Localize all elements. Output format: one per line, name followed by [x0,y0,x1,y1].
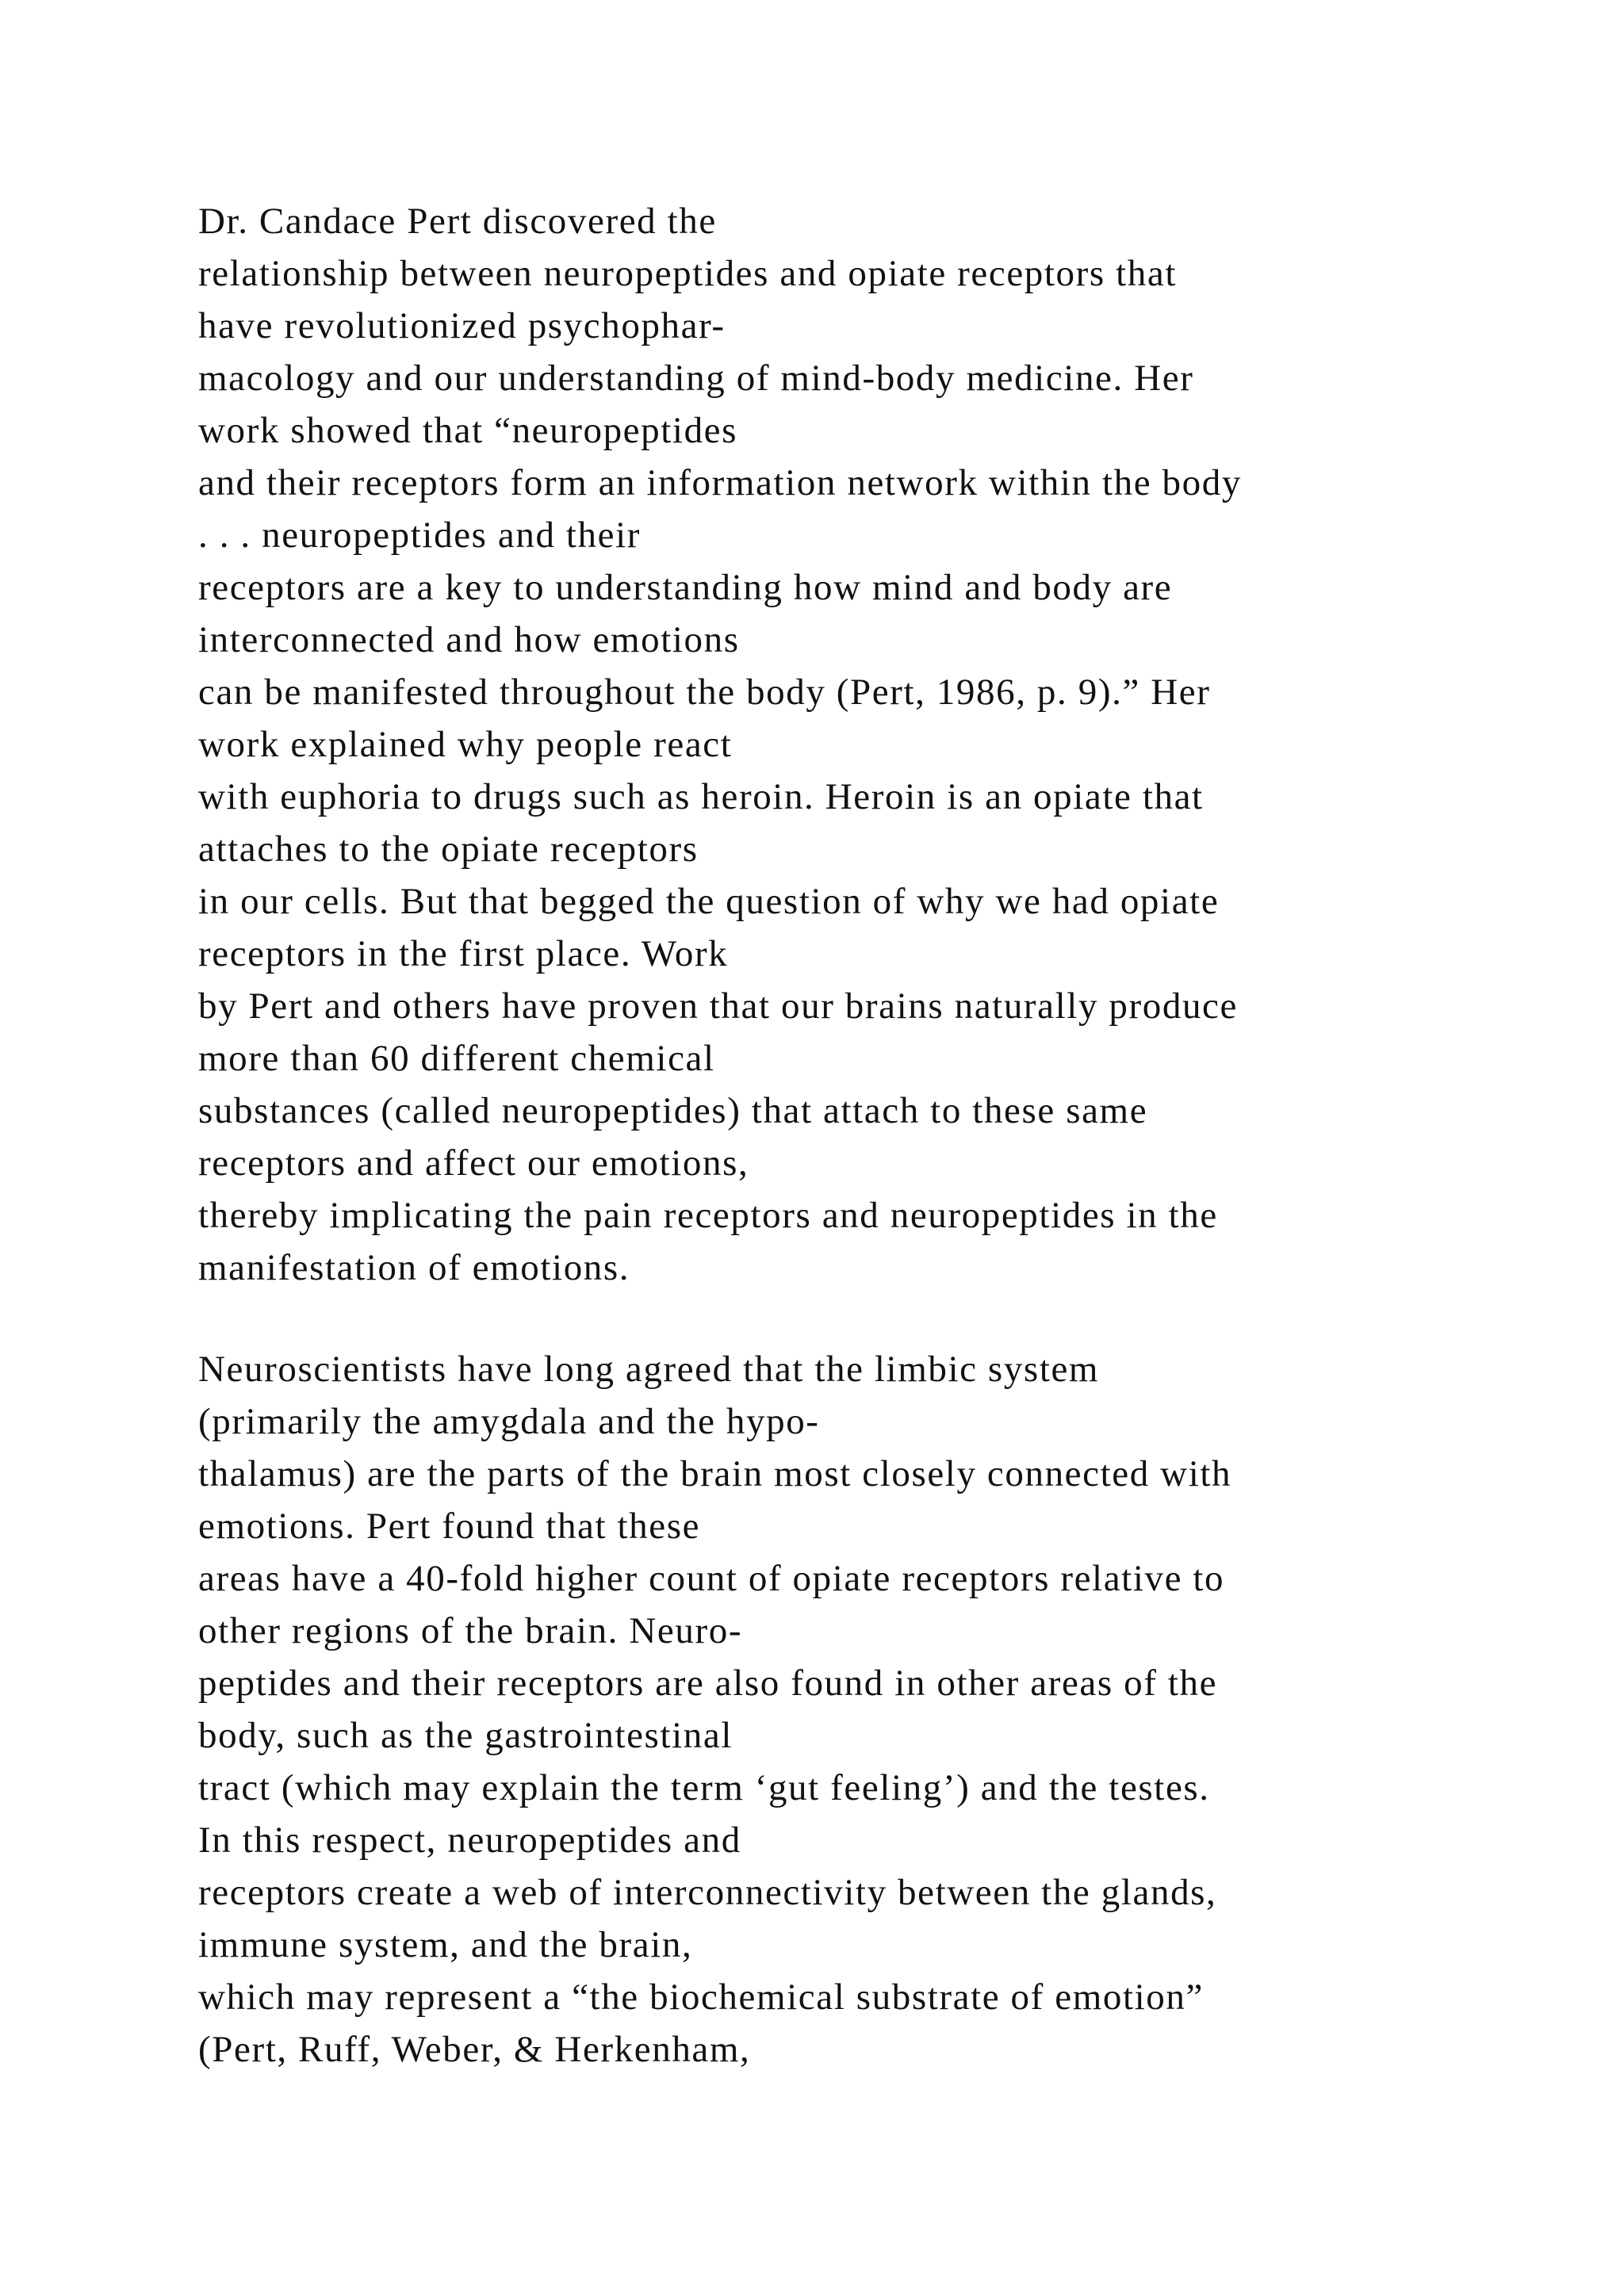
text-line: by Pert and others have proven that our brains naturally produce [198,985,1238,1027]
text-line: . . . neuropeptides and their [198,515,642,556]
text-line: and their receptors form an information network within the body [198,462,1242,503]
text-line: macology and our understanding of mind-body medicine. Her [198,358,1194,399]
text-line: with euphoria to drugs such as heroin. Heroin is an opiate that [198,776,1204,817]
text-line: tract (which may explain the term ‘gut feeling’) and the testes. [198,1767,1210,1808]
text-line: areas have a 40-fold higher count of opiate receptors relative to [198,1558,1225,1599]
text-line: Neuroscientists have long agreed that the limbic system [198,1349,1100,1390]
text-line: relationship between neuropeptides and opiate receptors that [198,253,1178,294]
text-line: Dr. Candace Pert discovered the [198,201,717,242]
text-line: (primarily the amygdala and the hypo- [198,1401,820,1442]
text-line: more than 60 different chemical [198,1038,715,1079]
text-line: substances (called neuropeptides) that attach to these same [198,1090,1148,1131]
text-line: peptides and their receptors are also found in other areas of the [198,1663,1218,1704]
text-line: receptors create a web of interconnectivity between the glands, [198,1872,1217,1913]
text-line: work showed that “neuropeptides [198,410,738,451]
text-line: receptors are a key to understanding how mind and body are [198,567,1173,608]
text-line: manifestation of emotions. [198,1247,630,1288]
text-line: immune system, and the brain, [198,1924,693,1965]
text-line: receptors and affect our emotions, [198,1142,749,1184]
text-line: interconnected and how emotions [198,619,740,660]
text-line: thalamus) are the parts of the brain most closely connected with [198,1453,1232,1494]
text-line: in our cells. But that begged the question of why we had opiate [198,881,1220,922]
text-line: receptors in the first place. Work [198,933,729,974]
text-line: thereby implicating the pain receptors and neuropeptides in the [198,1195,1218,1236]
text-line: have revolutionized psychophar- [198,305,726,346]
paragraph-2 [198,1343,1594,2076]
text-line: which may represent a “the biochemical substrate of emotion” [198,1976,1204,2018]
text-line: In this respect, neuropeptides and [198,1820,741,1861]
text-line: emotions. Pert found that these [198,1506,701,1547]
text-line: attaches to the opiate receptors [198,828,699,870]
text-line: (Pert, Ruff, Weber, & Herkenham, [198,2029,751,2070]
paragraph-1 [198,195,1594,1294]
text-line: can be manifested throughout the body (Pert, 1986, p. 9).” Her [198,672,1211,713]
text-line: work explained why people react [198,724,733,765]
text-line: body, such as the gastrointestinal [198,1715,733,1756]
text-line: other regions of the brain. Neuro- [198,1610,743,1651]
